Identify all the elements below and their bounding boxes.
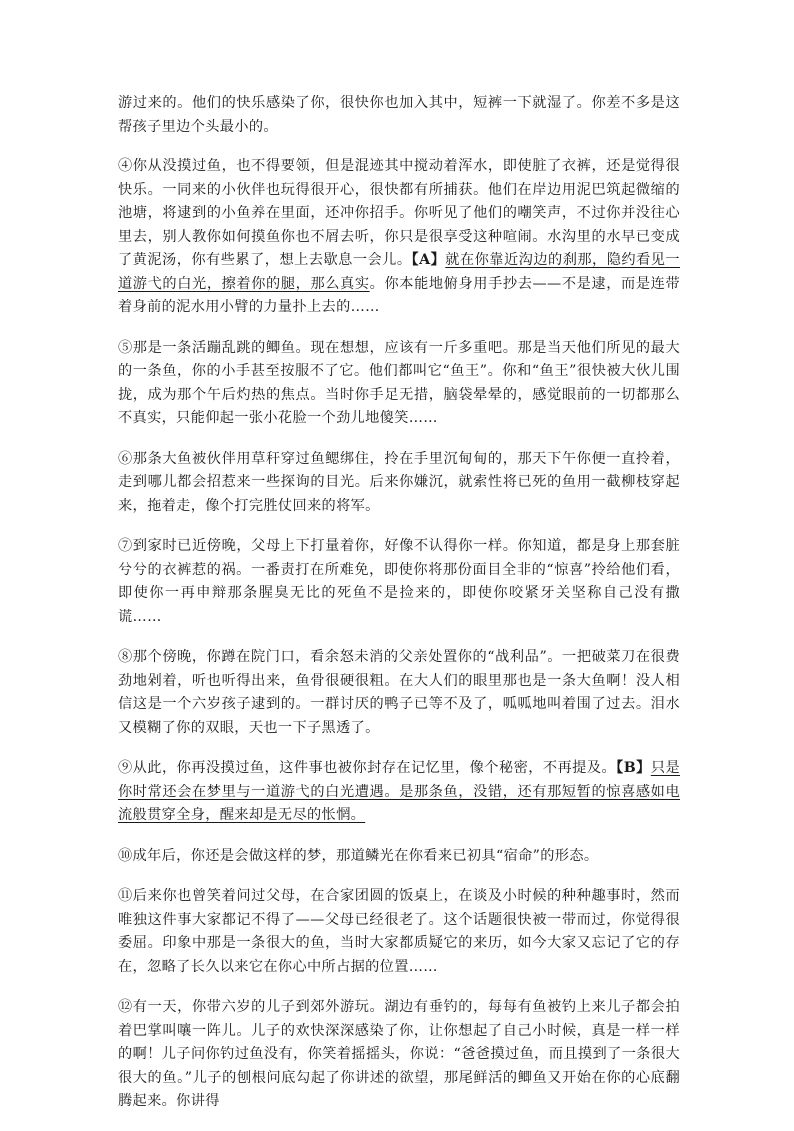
underlined-sentence: 就在你靠近沟边的刹那，隐约看见一道游弋的白光，擦着你的腿，那么真实 <box>118 252 680 292</box>
paragraph-p8 <box>118 646 680 740</box>
paragraph-text: ⑧那个傍晚，你蹲在院门口，看余怒未消的父亲处置你的“战利品”。一把破菜刀在很费劲地剁着，听也听得出来，鱼骨很硬很粗。在大人们的眼里那也是一条大鱼啊！没人相信这是一个六岁孩子逮到的。一群讨厌的鸭子已等不及了，呱呱地叫着围了过去。泪水又模糊了你的双眼，天也一下子黑透了。 <box>118 649 680 736</box>
paragraph-text: ⑩成年后，你还是会做这样的梦，那道鳞光在你看来已初具“宿命”的形态。 <box>118 847 599 864</box>
paragraph-p10 <box>118 845 680 869</box>
paragraph-text: ⑫有一天，你带六岁的儿子到郊外游玩。湖边有垂钓的，每每有鱼被钓上来儿子都会拍着巴掌叫嚷一阵儿。儿子的欢快深深感染了你，让你想起了自己小时候，真是一样一样的啊！儿子问你钓过鱼没有，你笑着摇摇头，你说：“爸爸摸过鱼，而且摸到了一条很大很大的鱼。”儿子的刨根问底勾起了你讲述的欲望，那尾鲜活的鲫鱼又开始在你的心底翻腾起来。你讲得 <box>118 999 680 1109</box>
paragraph-p6 <box>118 448 680 519</box>
question-marker: 【A】 <box>411 252 446 268</box>
paragraph-text: 。你本能地俯身用手抄去——不是逮，而是连带着身前的泥水用小臂的力量扑上去的…… <box>118 275 680 315</box>
paragraph-p11 <box>118 885 680 979</box>
paragraph-p-continuation <box>118 92 680 139</box>
paragraph-p9 <box>118 757 680 828</box>
paragraph-text: ④你从没摸过鱼，也不得要领，但是混迹其中搅动着浑水，即使脏了衣裤，还是觉得很快乐。一同来的小伙伴也玩得很开心，很快都有所捕获。他们在岸边用泥巴筑起微缩的池塘，将逮到的小鱼养在里面，还冲你招手。你听见了他们的嘲笑声，不过你并没往心里去，别人教你如何摸鱼你也不屑去听，你只是很享受这种喧闹。水沟里的水早已变成了黄泥汤，你有些累了，想上去歇息一会儿。 <box>118 158 680 268</box>
underlined-sentence: 只是你时常还会在梦里与一道游弋的白光遭遇。是那条鱼，没错，还有那短暂的惊喜感如电流般贯穿全身，醒来却是无尽的怅惘。 <box>118 760 681 823</box>
paragraph-text: ⑤那是一条活蹦乱跳的鲫鱼。现在想想，应该有一斤多重吧。那是当天他们所见的最大的一条鱼，你的小手甚至按服不了它。他们都叫它“鱼王”。你和“鱼王”很快被大伙儿围拢，成为那个午后灼热的焦点。当时你手足无措，脑袋晕晕的，感觉眼前的一切都那么不真实，只能仰起一张小花脸一个劲儿地傻笑…… <box>118 339 680 426</box>
paragraph-p12 <box>118 996 680 1114</box>
paragraph-text: ⑪后来你也曾笑着问过父母，在合家团圆的饭桌上，在谈及小时候的种种趣事时，然而唯独这件事大家都记不得了——父母已经很老了。这个话题很快被一带而过，你觉得很委屈。印象中那是一条很大的鱼，当时大家都质疑它的来历，如今大家又忘记了它的存在，忽略了长久以来它在你心中所占据的位置…… <box>118 888 680 975</box>
question-marker: 【B】 <box>616 760 651 776</box>
paragraph-p4 <box>118 155 680 320</box>
document-page <box>118 92 680 1131</box>
paragraph-text: ⑦到家时已近傍晚，父母上下打量着你，好像不认得你一样。你知道，都是身上那套脏兮兮的衣裤惹的祸。一番责打在所难免，即使你将那份面目全非的“惊喜”拎给他们看，即使你一再申辩那条腥臭无比的死鱼不是捡来的，即使你咬紧牙关坚称自己没有撒谎…… <box>118 538 680 625</box>
paragraph-p7 <box>118 535 680 629</box>
paragraph-text: 游过来的。他们的快乐感染了你，很快你也加入其中，短裤一下就湿了。你差不多是这帮孩子里边个头最小的。 <box>118 95 680 135</box>
paragraph-text: ⑥那条大鱼被伙伴用草秆穿过鱼鳃绑住，拎在手里沉甸甸的，那天下午你便一直拎着，走到哪儿都会招惹来一些探询的目光。后来你嫌沉，就索性将已死的鱼用一截柳枝穿起来，拖着走，像个打完胜仗回来的将军。 <box>118 450 680 514</box>
paragraph-p5 <box>118 337 680 431</box>
paragraph-text: ⑨从此，你再没摸过鱼，这件事也被你封存在记忆里，像个秘密，不再提及。 <box>118 760 617 776</box>
